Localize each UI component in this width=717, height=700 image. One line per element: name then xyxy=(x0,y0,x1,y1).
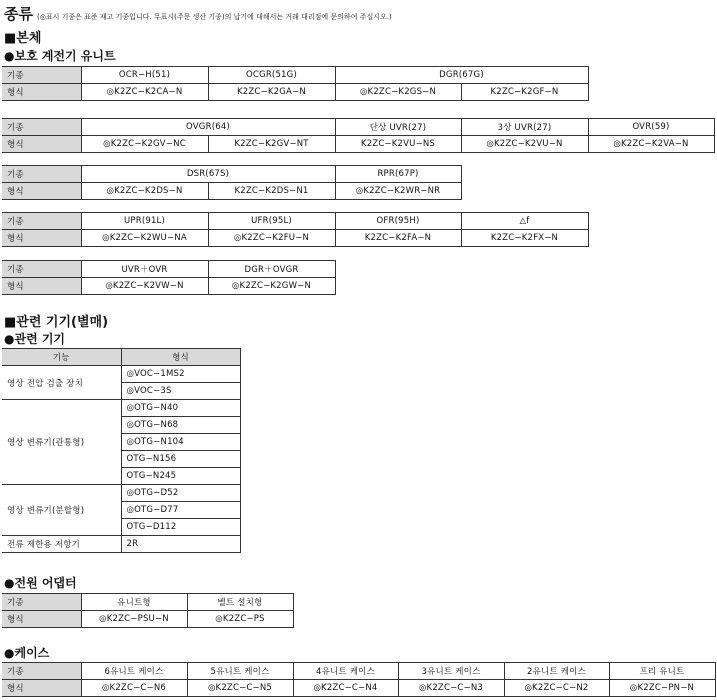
model-label: 형식 xyxy=(2,84,81,101)
model-cell: OTG−D112 xyxy=(121,519,240,536)
table-row xyxy=(2,278,335,295)
model-cell: ◎K2ZC−C−N5 xyxy=(187,680,293,697)
function-cell: 전류 제한용 저항기 xyxy=(2,536,121,553)
kind-cell: 2유니트 케이스 xyxy=(504,663,609,680)
table-row xyxy=(2,594,293,611)
model-cell: ◎OTG−D52 xyxy=(121,485,240,502)
power-heading: ●전원 어댑터 xyxy=(4,576,77,590)
model-cell: ◎K2ZC−PS xyxy=(187,611,293,628)
kind-cell: 3유니트 케이스 xyxy=(398,663,504,680)
kind-cell: 3상 UVR(27) xyxy=(461,119,588,136)
table-row xyxy=(2,136,714,153)
model-cell: K2ZC−K2GF−N xyxy=(461,84,588,101)
function-cell: 영상 변류기(분할형) xyxy=(2,485,121,536)
kind-label: 기종 xyxy=(2,594,81,611)
table-power xyxy=(2,593,294,628)
kind-cell: DSR(67S) xyxy=(81,166,335,183)
model-cell: 2R xyxy=(121,536,240,553)
model-cell: OTG−N156 xyxy=(121,451,240,468)
table-row xyxy=(2,366,240,383)
kind-cell: 유니트형 xyxy=(81,594,187,611)
table-row xyxy=(2,400,240,417)
model-cell: ◎OTG−D77 xyxy=(121,502,240,519)
table-row xyxy=(2,349,240,366)
table-voltage xyxy=(2,118,715,153)
table-cases xyxy=(2,662,716,697)
kind-cell: OVGR(64) xyxy=(81,119,335,136)
model-label: 형식 xyxy=(2,680,81,697)
model-cell: ◎K2ZC−K2WR−NR xyxy=(335,183,461,200)
model-cell: ◎VOC−3S xyxy=(121,383,240,400)
table-row xyxy=(2,230,588,247)
model-cell: K2ZC−K2FX−N xyxy=(461,230,588,247)
kind-cell: OVR(59) xyxy=(588,119,714,136)
kind-cell: DGR＋OVGR xyxy=(208,261,335,278)
table-related xyxy=(2,348,241,553)
model-label: 형식 xyxy=(2,136,81,153)
table-row xyxy=(2,67,588,84)
model-cell: ◎K2ZC−K2VA−N xyxy=(588,136,714,153)
model-cell: K2ZC−K2GV−NT xyxy=(208,136,335,153)
model-label: 형식 xyxy=(2,183,81,200)
kind-cell: OFR(95H) xyxy=(335,213,461,230)
function-cell: 영상 전압 검출 장치 xyxy=(2,366,121,400)
model-cell: ◎K2ZC−K2VU−N xyxy=(461,136,588,153)
table-overcurrent xyxy=(2,66,589,101)
model-cell: ◎K2ZC−PSU−N xyxy=(81,611,187,628)
kind-label: 기종 xyxy=(2,663,81,680)
model-cell: ◎OTG−N40 xyxy=(121,400,240,417)
table-row xyxy=(2,680,715,697)
model-label: 형식 xyxy=(2,611,81,628)
stock-note: (◎표시 기종은 표준 재고 기종입니다. 무표시(주문 생산 기종)의 납기에 대해서는 거래 대리점에 문의하여 주십시오.) xyxy=(36,13,392,21)
kind-cell: DGR(67G) xyxy=(335,67,588,84)
table-row xyxy=(2,84,588,101)
model-cell: ◎K2ZC−K2DS−N xyxy=(81,183,208,200)
table-row xyxy=(2,663,715,680)
table-row xyxy=(2,213,588,230)
kind-label: 기종 xyxy=(2,67,81,84)
kind-label: 기종 xyxy=(2,119,81,136)
table-row xyxy=(2,485,240,502)
kind-cell: UVR＋OVR xyxy=(81,261,208,278)
model-cell: ◎K2ZC−C−N3 xyxy=(398,680,504,697)
kind-cell: OCGR(51G) xyxy=(208,67,335,84)
model-cell: K2ZC−K2GA−N xyxy=(208,84,335,101)
kind-cell: 5유니트 케이스 xyxy=(187,663,293,680)
model-cell: ◎K2ZC−K2GV−NC xyxy=(81,136,208,153)
table-combined xyxy=(2,260,336,295)
table-row xyxy=(2,183,461,200)
model-cell: ◎K2ZC−K2WU−NA xyxy=(81,230,208,247)
table-row xyxy=(2,536,240,553)
model-cell: ◎K2ZC−K2CA−N xyxy=(81,84,208,101)
kind-cell: 단상 UVR(27) xyxy=(335,119,461,136)
kind-cell: 6유니트 케이스 xyxy=(81,663,187,680)
kind-cell: UFR(95L) xyxy=(208,213,335,230)
kind-cell: OCR−H(51) xyxy=(81,67,208,84)
model-cell: ◎K2ZC−K2GW−N xyxy=(208,278,335,295)
title-text: 종류 xyxy=(4,5,33,23)
model-cell: ◎K2ZC−C−N4 xyxy=(293,680,398,697)
table-direction xyxy=(2,165,462,200)
kind-cell: 벨트 설치형 xyxy=(187,594,293,611)
main-heading: ■본체 xyxy=(4,31,42,46)
kind-cell: △f xyxy=(461,213,588,230)
related-heading: ■관련 기기(별매) xyxy=(4,315,109,330)
kind-label: 기종 xyxy=(2,213,81,230)
model-label: 형식 xyxy=(2,230,81,247)
kind-cell: 프리 유니트 xyxy=(609,663,715,680)
related-subheading: ●관련 기기 xyxy=(4,332,66,346)
function-cell: 영상 변류기(관통형) xyxy=(2,400,121,485)
unit-heading: ●보호 계전기 유니트 xyxy=(4,49,116,63)
page-title xyxy=(4,3,392,24)
model-cell: ◎K2ZC−K2VW−N xyxy=(81,278,208,295)
kind-label: 기종 xyxy=(2,166,81,183)
model-cell: K2ZC−K2DS−N1 xyxy=(208,183,335,200)
model-cell: K2ZC−K2VU−NS xyxy=(335,136,461,153)
model-label: 형식 xyxy=(2,278,81,295)
model-cell: OTG−N245 xyxy=(121,468,240,485)
model-cell: ◎K2ZC−K2GS−N xyxy=(335,84,461,101)
model-cell: K2ZC−K2FA−N xyxy=(335,230,461,247)
kind-cell: 4유니트 케이스 xyxy=(293,663,398,680)
case-heading: ●케이스 xyxy=(4,646,50,660)
model-cell: ◎OTG−N104 xyxy=(121,434,240,451)
kind-cell: UPR(91L) xyxy=(81,213,208,230)
model-cell: ◎K2ZC−C−N2 xyxy=(504,680,609,697)
table-frequency xyxy=(2,212,589,247)
kind-cell: RPR(67P) xyxy=(335,166,461,183)
model-cell: ◎K2ZC−PN−N xyxy=(609,680,715,697)
table-row xyxy=(2,611,293,628)
model-cell: ◎K2ZC−K2FU−N xyxy=(208,230,335,247)
kind-label: 기종 xyxy=(2,261,81,278)
model-cell: ◎OTG−N68 xyxy=(121,417,240,434)
table-row xyxy=(2,261,335,278)
model-cell: ◎K2ZC−C−N6 xyxy=(81,680,187,697)
table-row xyxy=(2,166,461,183)
model-cell: ◎VOC−1MS2 xyxy=(121,366,240,383)
header-model: 형식 xyxy=(121,349,240,366)
header-function: 기능 xyxy=(2,349,121,366)
table-row xyxy=(2,119,714,136)
